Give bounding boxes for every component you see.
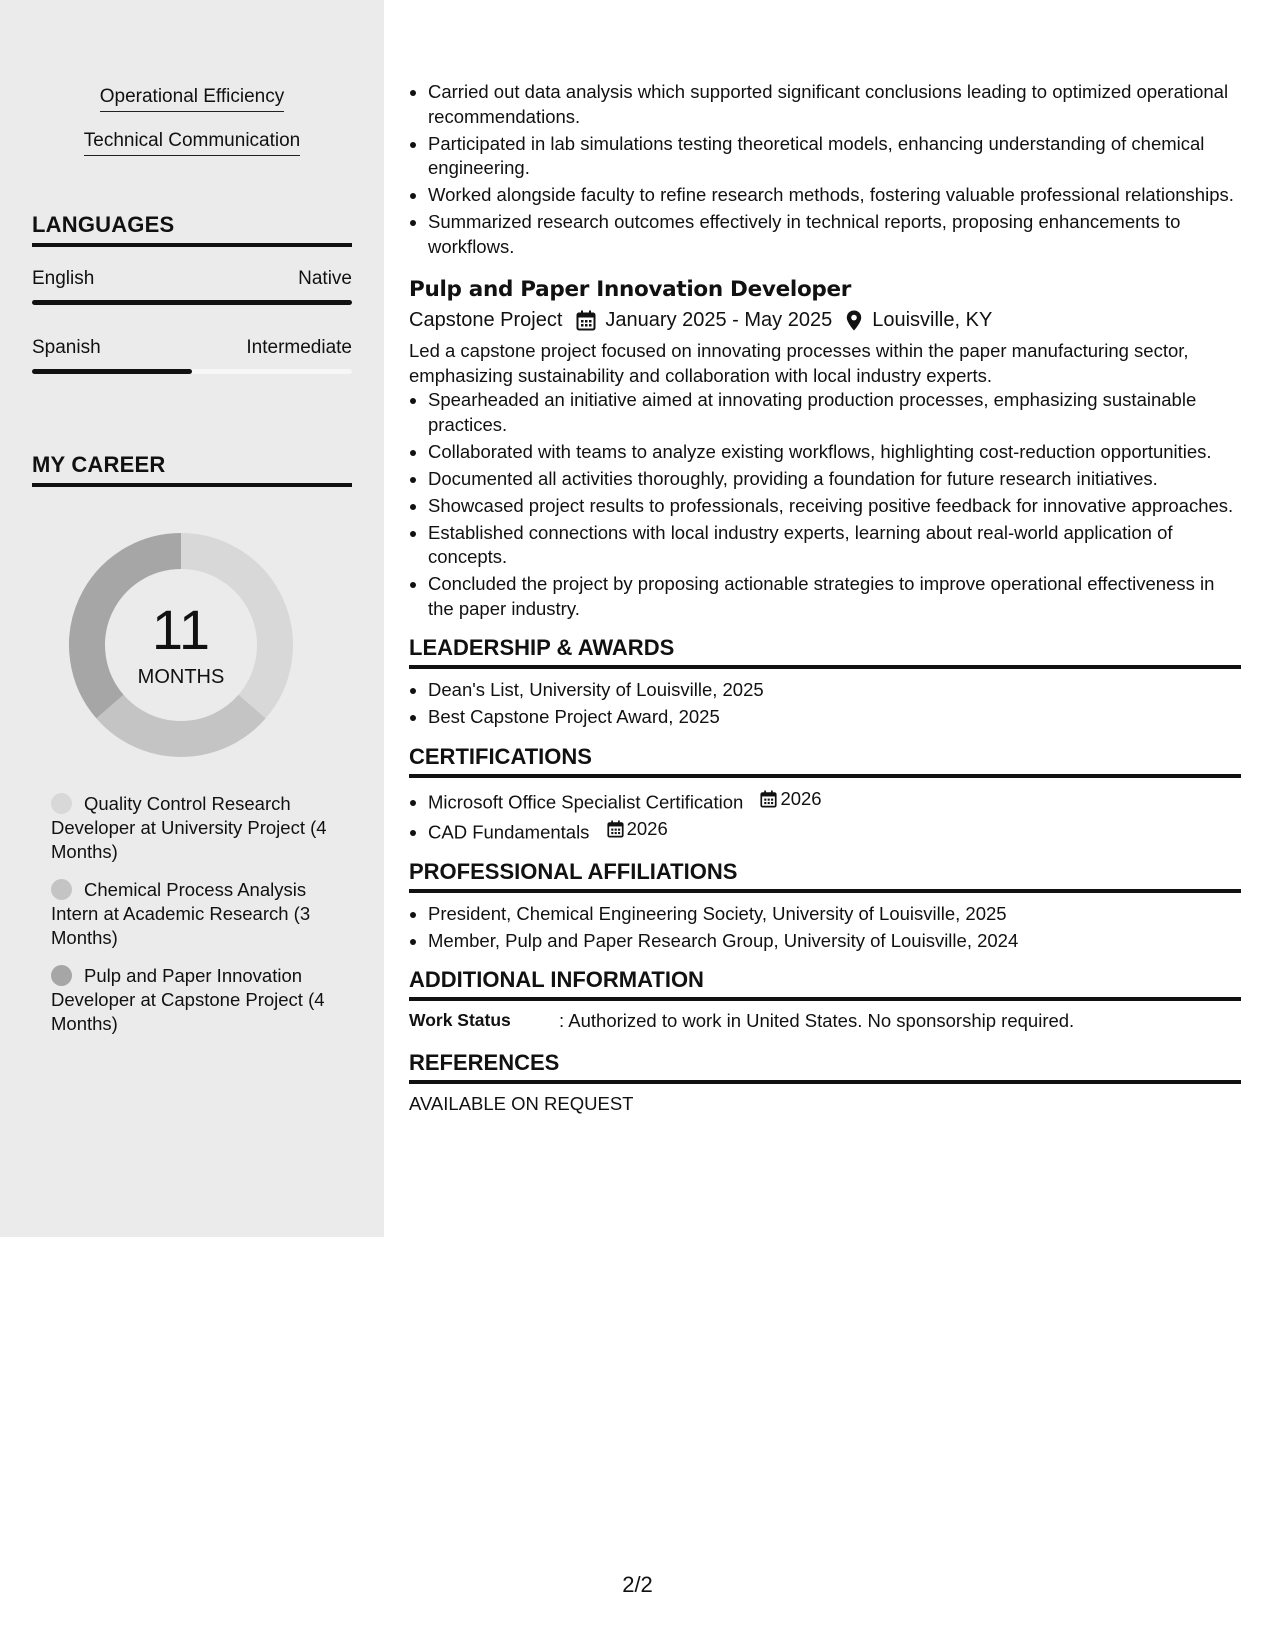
sidebar: [0, 0, 384, 1237]
work-status-value: : Authorized to work in United States. No sponsorship required.: [559, 1010, 1075, 1031]
work-status-label: Work Status: [409, 1010, 511, 1030]
certification-name: CAD Fundamentals: [428, 821, 590, 842]
language-bar-fill: [32, 369, 192, 374]
certification-name: Microsoft Office Specialist Certification: [428, 790, 744, 812]
leadership-heading: LEADERSHIP & AWARDS: [409, 635, 1241, 669]
bullet-item: • Summarized research outcomes effectively in technical reports, proposing enhancements to workflows.: [428, 210, 1241, 259]
career-legend-item: [51, 878, 341, 950]
career-legend-item: [51, 792, 341, 864]
work-status-row: [409, 1010, 1241, 1032]
language-row: [32, 337, 352, 359]
calendar-icon: [576, 310, 596, 331]
job-company: Capstone Project: [409, 309, 563, 331]
job-location: Louisville, KY: [872, 309, 993, 331]
legend-dot: [51, 965, 72, 986]
career-total-unit: MONTHS: [137, 666, 225, 688]
certification-year: 2026: [780, 787, 822, 809]
award-item: • Dean's List, University of Louisville, 2025: [428, 678, 1241, 703]
affiliations-list: [409, 902, 1241, 954]
language-level: Native: [298, 268, 352, 289]
affiliations-heading: PROFESSIONAL AFFILIATIONS: [409, 859, 1241, 893]
language-name: Spanish: [32, 337, 101, 358]
bullet-item: • Concluded the project by proposing actionable strategies to improve operational effectiveness in the paper industry.: [428, 572, 1241, 621]
certification-year: 2026: [626, 817, 668, 839]
calendar-icon: [760, 790, 777, 808]
job-title: Pulp and Paper Innovation Developer: [409, 277, 852, 302]
career-legend-text: Quality Control Research Developer at University Project (4 Months): [51, 793, 327, 862]
additional-info-heading: ADDITIONAL INFORMATION: [409, 967, 1241, 1001]
career-legend-text: Pulp and Paper Innovation Developer at Capstone Project (4 Months): [51, 965, 325, 1034]
language-name: English: [32, 268, 95, 289]
language-bar: [32, 300, 352, 305]
certification-item: [428, 817, 1241, 845]
leadership-list: [409, 678, 1241, 730]
language-bar: [32, 369, 352, 374]
skills-list: [32, 86, 352, 174]
career-total-number: 11: [151, 598, 211, 661]
job-meta: [409, 305, 1241, 335]
career-heading: MY CAREER: [32, 452, 352, 487]
languages-heading: LANGUAGES: [32, 212, 352, 247]
previous-job-bullets: [409, 80, 1241, 259]
career-donut: [66, 530, 296, 760]
language-bar-fill: [32, 300, 352, 305]
skill-item: Technical Communication: [84, 130, 301, 156]
job-description: Led a capstone project focused on innovating processes within the paper manufacturing sector, emphasizing sustainability and collaboration with local industry experts.: [409, 340, 1189, 386]
certifications-list: [409, 787, 1241, 845]
affiliation-item: • Member, Pulp and Paper Research Group, University of Louisville, 2024: [428, 929, 1241, 954]
bullet-item: • Showcased project results to professionals, receiving positive feedback for innovative approaches.: [428, 494, 1241, 519]
career-legend-text: Chemical Process Analysis Intern at Academic Research (3 Months): [51, 879, 311, 948]
certification-item: [428, 787, 1241, 815]
skill-item: Operational Efficiency: [100, 86, 284, 112]
bullet-item: • Collaborated with teams to analyze existing workflows, highlighting cost-reduction opportunities.: [428, 440, 1241, 465]
bullet-item: • Worked alongside faculty to refine research methods, fostering valuable professional relationships.: [428, 183, 1241, 208]
job-bullets: [409, 388, 1241, 621]
bullet-item: • Carried out data analysis which supported significant conclusions leading to optimized operational recommendations.: [428, 80, 1241, 129]
bullet-item: • Participated in lab simulations testing theoretical models, enhancing understanding of chemical engineering.: [428, 132, 1241, 181]
bullet-item: • Established connections with local industry experts, learning about real-world application of concepts.: [428, 521, 1241, 570]
references-text: AVAILABLE ON REQUEST: [409, 1093, 634, 1114]
career-legend-item: [51, 964, 341, 1036]
page-number: 2/2: [622, 1572, 653, 1597]
location-pin-icon: [846, 310, 862, 331]
bullet-item: • Spearheaded an initiative aimed at innovating production processes, emphasizing sustainable practices.: [428, 388, 1241, 437]
bullet-item: • Documented all activities thoroughly, providing a foundation for future research initiatives.: [428, 467, 1241, 492]
legend-dot: [51, 879, 72, 900]
job-dates: January 2025 - May 2025: [605, 309, 833, 331]
language-level: Intermediate: [246, 337, 352, 358]
language-row: [32, 268, 352, 290]
main-content: [409, 80, 1241, 1115]
career-legend: [51, 792, 341, 1050]
calendar-icon: [607, 820, 624, 838]
legend-dot: [51, 793, 72, 814]
affiliation-item: • President, Chemical Engineering Society, University of Louisville, 2025: [428, 902, 1241, 927]
certifications-heading: CERTIFICATIONS: [409, 744, 1241, 778]
references-heading: REFERENCES: [409, 1050, 1241, 1084]
award-item: • Best Capstone Project Award, 2025: [428, 705, 1241, 730]
